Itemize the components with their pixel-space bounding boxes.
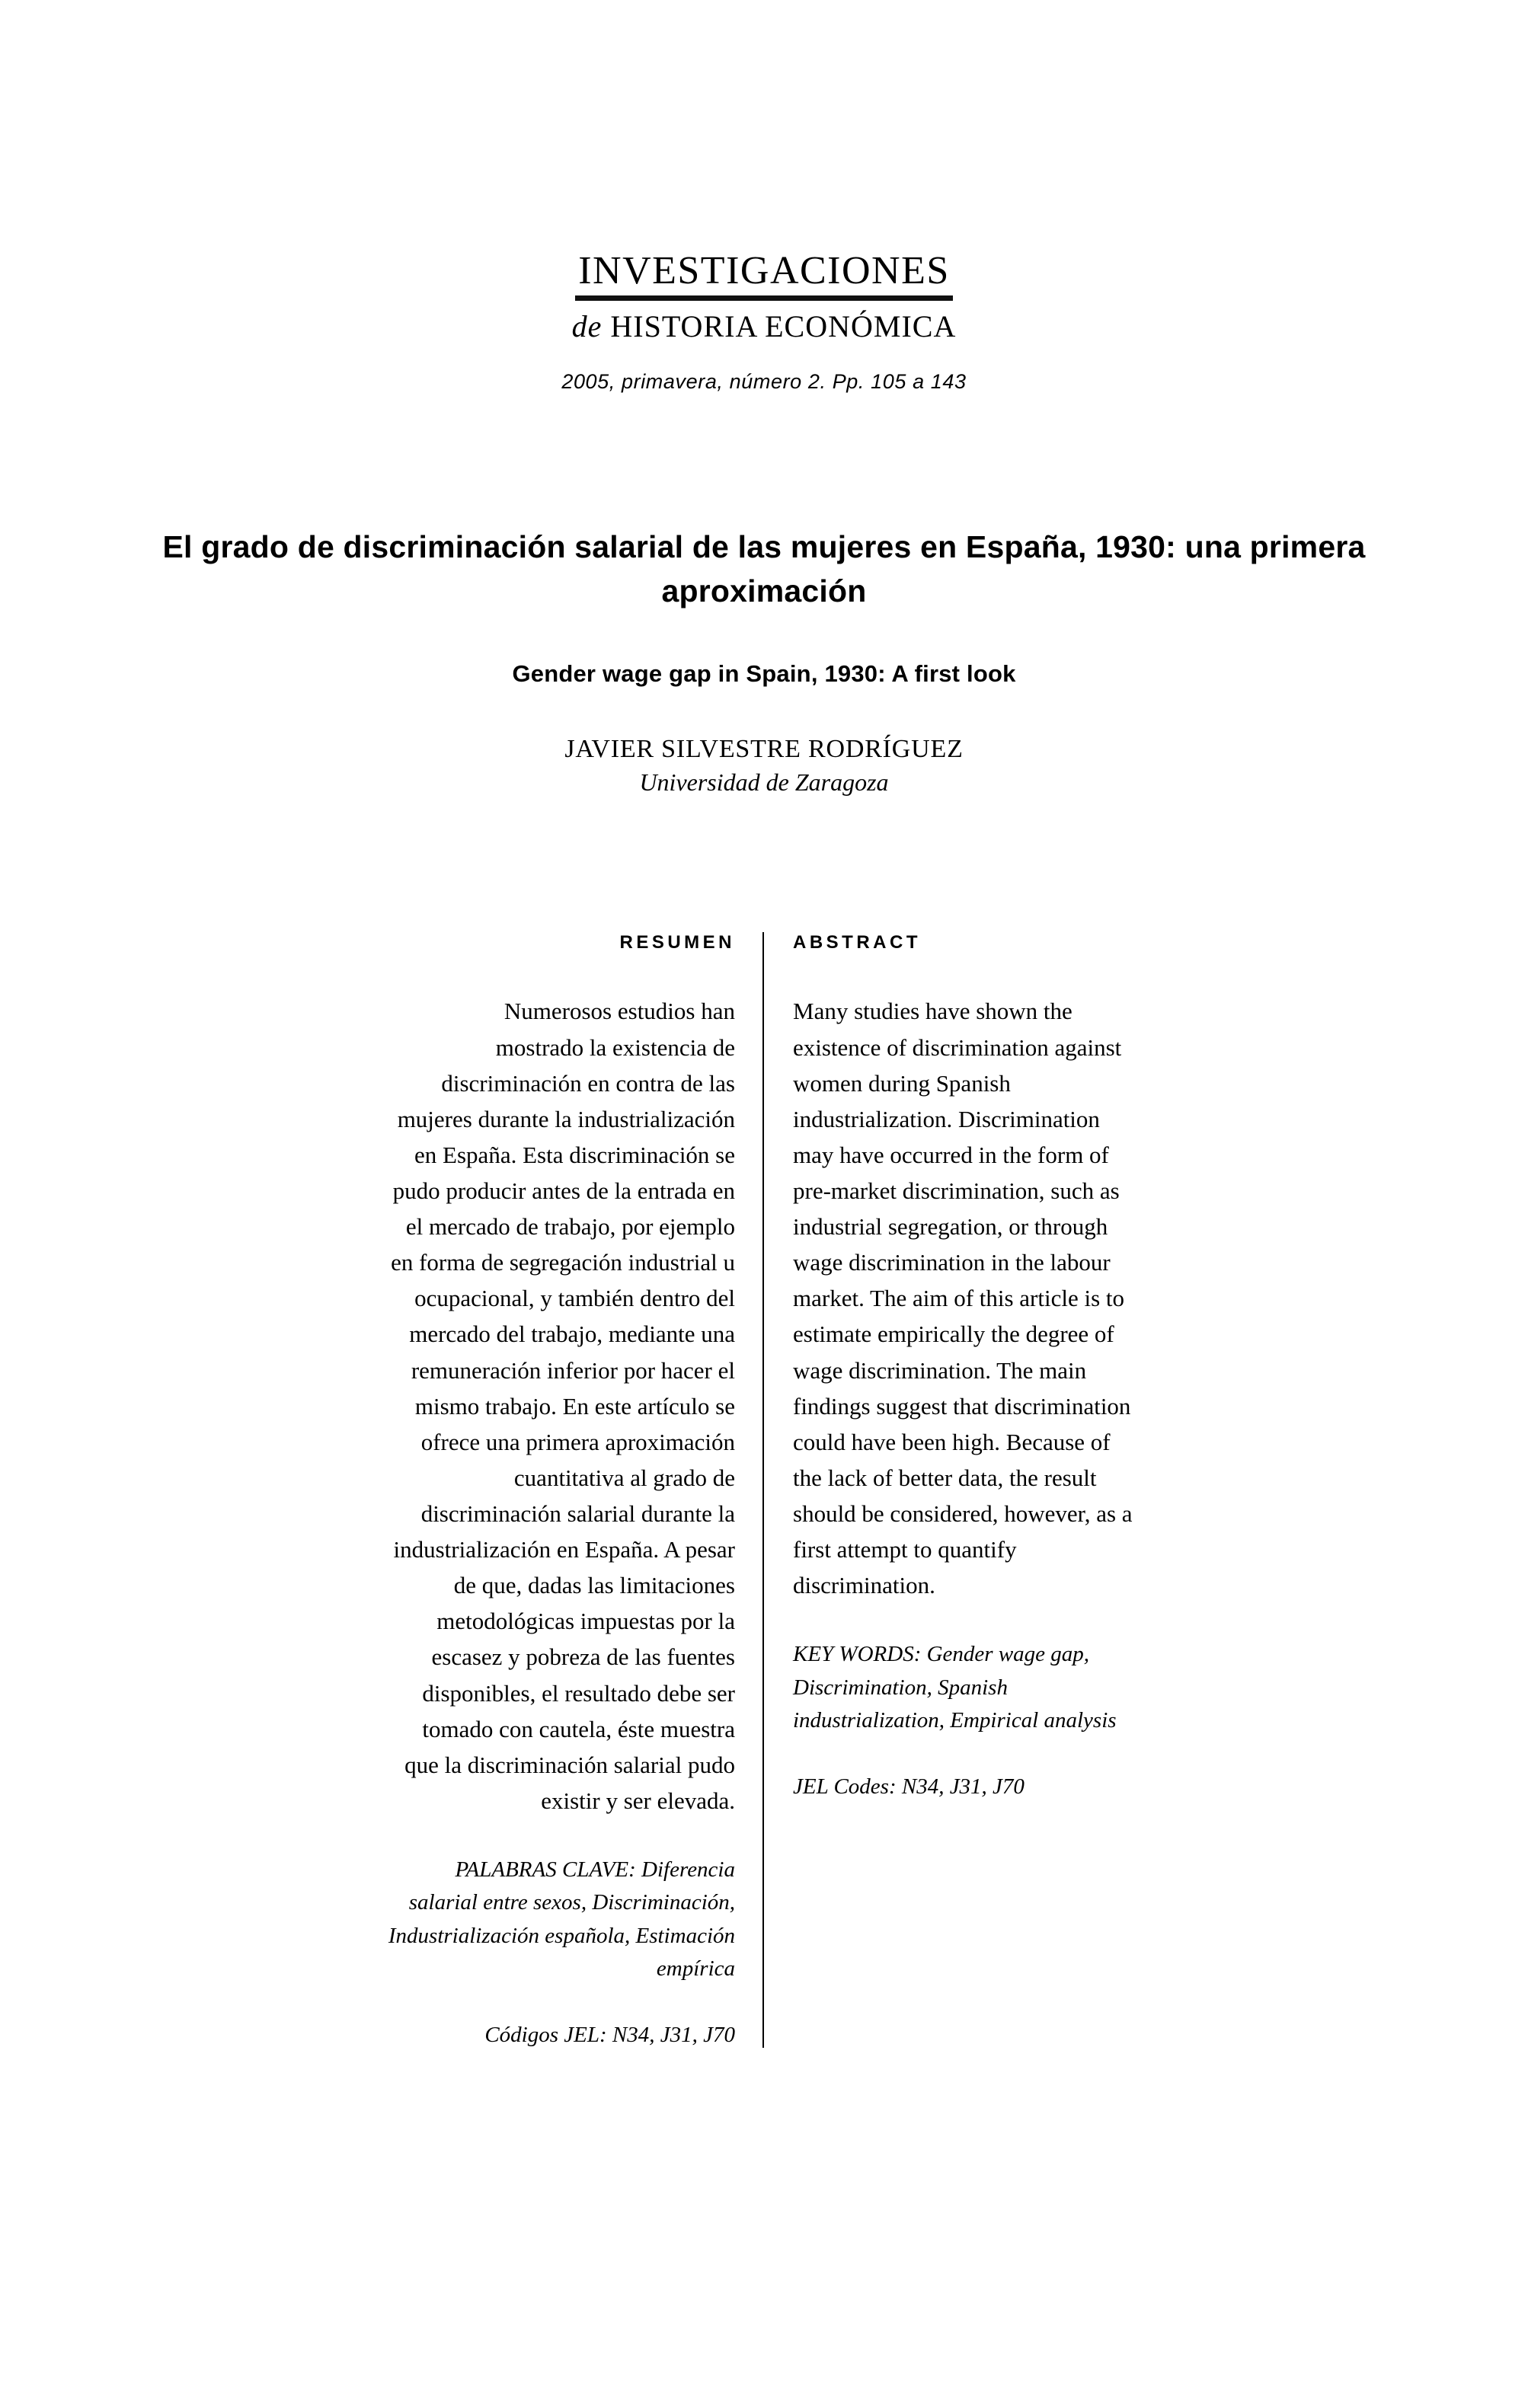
author-name: JAVIER SILVESTRE RODRÍGUEZ bbox=[564, 735, 964, 764]
journal-name-line2 bbox=[0, 308, 1528, 344]
abstract-heading: ABSTRACT bbox=[793, 932, 921, 953]
palabras-clave: PALABRAS CLAVE: Diferencia salarial entre sexos, Discriminación, Industrialización española, Estimación empírica bbox=[388, 1857, 735, 1982]
journal-masthead bbox=[0, 251, 1528, 344]
resumen-body bbox=[383, 993, 735, 1819]
abstract-body bbox=[793, 993, 1145, 1603]
key-words: KEY WORDS: Gender wage gap, Discrimination, Spanish industrialization, Empirical analysis bbox=[793, 1642, 1117, 1733]
page-subtitle-english: Gender wage gap in Spain, 1930: A first look bbox=[512, 660, 1016, 688]
resumen-paragraph: Numerosos estudios han mostrado la existencia de discriminación en contra de las mujeres durante la industrialización en España. Esta discriminación se pudo producir antes de la entrada en el mercado de trabajo, por ejemplo en forma de segregación industrial u ocupacional, y también dentro del mercado del trabajo, mediante una remuneración inferior por hacer el mismo trabajo. En este artículo se ofrece una primera aproximación cuantitativa al grado de discriminación salarial durante la industrialización en España. A pesar de que, dadas las limitaciones metodológicas impuestas por la escasez y pobreza de las fuentes disponibles, el resultado debe ser tomado con cautela, éste muestra que la discriminación salarial pudo existir y ser elevada. bbox=[391, 998, 735, 1814]
jel-codes-spanish: Códigos JEL: N34, J31, J70 bbox=[484, 2022, 735, 2047]
journal-name-de: de bbox=[571, 309, 611, 343]
journal-name-subtitle: HISTORIA ECONÓMICA bbox=[610, 309, 957, 343]
jel-codes-english: JEL Codes: N34, J31, J70 bbox=[793, 1774, 1025, 1799]
author-affiliation: Universidad de Zaragoza bbox=[639, 768, 889, 797]
abstract-paragraph: Many studies have shown the existence of discrimination against women during Spanish industrialization. Discrimination may have occurred in the form of pre-market discrimination, such as industrial segregation, or through wage discrimination in the labour market. The aim of this article is to estimate empirically the degree of wage discrimination. The main findings suggest that discrimination could have been high. Because of the lack of better data, the result should be considered, however, as a first attempt to quantify discrimination. bbox=[793, 998, 1133, 1599]
issue-info: 2005, primavera, número 2. Pp. 105 a 143 bbox=[561, 370, 967, 393]
abstract-section bbox=[0, 932, 1528, 2048]
abstract-columns bbox=[383, 932, 1145, 2048]
journal-name-line1: INVESTIGACIONES bbox=[575, 251, 953, 301]
page-title: El grado de discriminación salarial de las mujeres en España, 1930: una primera aproximación bbox=[162, 529, 1366, 609]
author-block bbox=[0, 735, 1528, 797]
article-first-page bbox=[0, 251, 1528, 2408]
resumen-heading: RESUMEN bbox=[619, 932, 735, 953]
title-block bbox=[0, 525, 1528, 688]
abstract-column-spanish bbox=[383, 932, 764, 2048]
abstract-column-english bbox=[764, 932, 1145, 2048]
